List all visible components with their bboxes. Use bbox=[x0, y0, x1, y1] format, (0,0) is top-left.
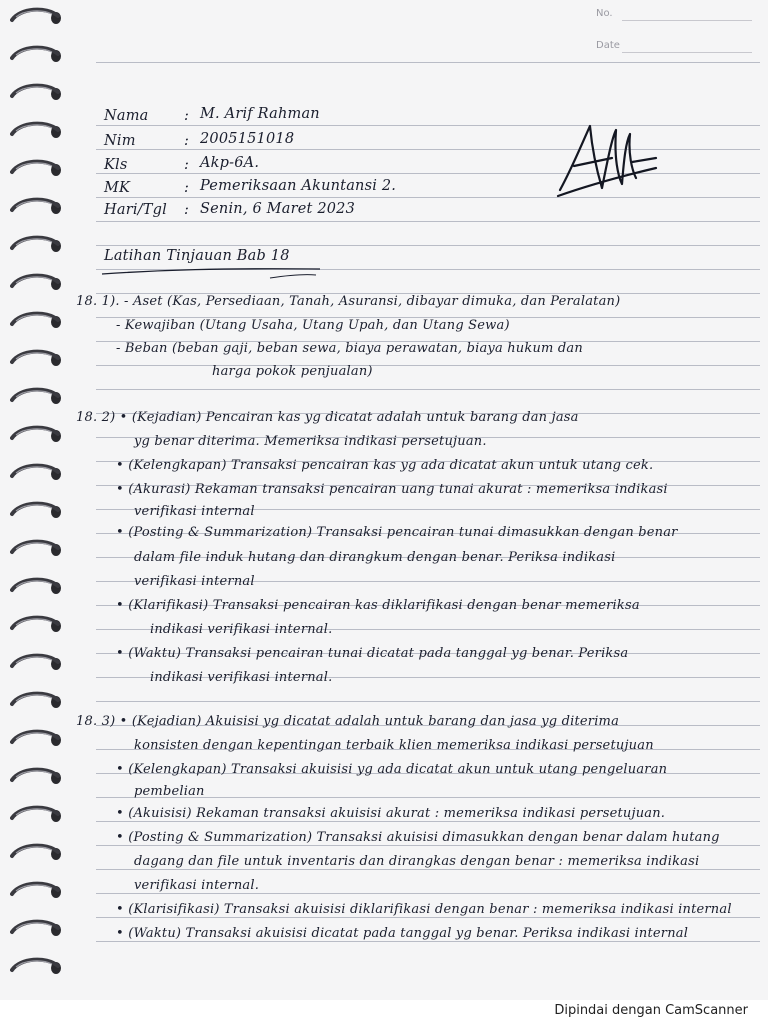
handwritten-line: indikasi verifikasi internal. bbox=[150, 670, 333, 685]
identity-colon: : bbox=[184, 133, 190, 149]
handwritten-line: dalam file induk hutang dan dirangkum dengan benar. Periksa indikasi bbox=[134, 550, 616, 565]
handwritten-line: yg benar diterima. Memeriksa indikasi persetujuan. bbox=[134, 434, 487, 449]
handwritten-line: pembelian bbox=[134, 784, 205, 799]
identity-label: Nim bbox=[104, 133, 136, 149]
handwritten-line: • (Kelengkapan) Transaksi pencairan kas yg ada dicatat akun untuk utang cek. bbox=[116, 458, 654, 473]
date-line bbox=[622, 52, 752, 53]
ruled-line bbox=[96, 221, 760, 222]
signature bbox=[552, 118, 662, 204]
handwritten-line: • (Akuisisi) Rekaman transaksi akuisisi akurat : memeriksa indikasi persetujuan. bbox=[116, 806, 666, 821]
identity-label: Kls bbox=[104, 157, 128, 173]
handwritten-line: • (Klarifikasi) Transaksi pencairan kas diklarifikasi dengan benar memeriksa bbox=[116, 598, 640, 613]
handwritten-line: - Beban (beban gaji, beban sewa, biaya perawatan, biaya hukum dan bbox=[116, 341, 583, 356]
spiral-coil bbox=[10, 82, 66, 104]
handwritten-line: • (Posting & Summarization) Transaksi akuisisi dimasukkan dengan benar dalam hutang bbox=[116, 830, 720, 845]
ruled-line bbox=[96, 893, 760, 894]
handwritten-line: • (Waktu) Transaksi pencairan tunai dicatat pada tanggal yg benar. Periksa bbox=[116, 646, 629, 661]
spiral-coil bbox=[10, 386, 66, 408]
identity-label: Nama bbox=[104, 108, 149, 124]
handwritten-line: • (Klarisifikasi) Transaksi akuisisi diklarifikasi dengan benar : memeriksa indikasi internal bbox=[116, 902, 732, 917]
spiral-coil bbox=[10, 728, 66, 750]
spiral-coil bbox=[10, 842, 66, 864]
ruled-line bbox=[96, 62, 760, 63]
identity-value: 2005151018 bbox=[200, 131, 295, 147]
handwritten-line: • (Posting & Summarization) Transaksi pencairan tunai dimasukkan dengan benar bbox=[116, 525, 678, 540]
identity-colon: : bbox=[184, 180, 190, 196]
identity-colon: : bbox=[184, 202, 190, 218]
handwritten-line: • (Waktu) Transaksi akuisisi dicatat pada tanggal yg benar. Periksa indikasi internal bbox=[116, 926, 689, 941]
handwritten-line: 18. 2) • (Kejadian) Pencairan kas yg dicatat adalah untuk barang dan jasa bbox=[76, 410, 579, 425]
identity-label: MK bbox=[104, 180, 131, 196]
spiral-coil bbox=[10, 158, 66, 180]
handwritten-line: konsisten dengan kepentingan terbaik klien memeriksa indikasi persetujuan bbox=[134, 738, 654, 753]
spiral-coil bbox=[10, 538, 66, 560]
spiral-coil bbox=[10, 196, 66, 218]
handwritten-line: verifikasi internal. bbox=[134, 878, 260, 893]
spiral-coil bbox=[10, 272, 66, 294]
spiral-coil bbox=[10, 614, 66, 636]
ruled-line bbox=[96, 821, 760, 822]
identity-label: Hari/Tgl bbox=[104, 202, 167, 218]
spiral-coil bbox=[10, 6, 66, 28]
spiral-coil bbox=[10, 766, 66, 788]
date-label: Date bbox=[596, 40, 620, 51]
spiral-coil bbox=[10, 690, 66, 712]
handwritten-line: • (Akurasi) Rekaman transaksi pencairan uang tunai akurat : memeriksa indikasi bbox=[116, 482, 668, 497]
handwritten-line: - Kewajiban (Utang Usaha, Utang Upah, dan Utang Sewa) bbox=[116, 318, 510, 333]
spiral-coil bbox=[10, 880, 66, 902]
spiral-coil bbox=[10, 348, 66, 370]
ruled-line bbox=[96, 869, 760, 870]
spiral-coil bbox=[10, 804, 66, 826]
ruled-line bbox=[96, 701, 760, 702]
identity-value: Senin, 6 Maret 2023 bbox=[200, 201, 356, 217]
no-line bbox=[622, 20, 752, 21]
no-label: No. bbox=[596, 8, 613, 19]
identity-colon: : bbox=[184, 157, 190, 173]
spiral-coil bbox=[10, 44, 66, 66]
scanner-footer: Dipindai dengan CamScanner bbox=[554, 1003, 748, 1018]
heading-underline bbox=[100, 266, 324, 280]
handwritten-line: verifikasi internal bbox=[134, 504, 255, 519]
spiral-coil bbox=[10, 956, 66, 978]
spiral-coil bbox=[10, 120, 66, 142]
handwritten-line: indikasi verifikasi internal. bbox=[150, 622, 333, 637]
identity-value: M. Arif Rahman bbox=[200, 106, 320, 122]
ruled-line bbox=[96, 389, 760, 390]
identity-colon: : bbox=[184, 108, 190, 124]
spiral-coil bbox=[10, 234, 66, 256]
spiral-coil bbox=[10, 424, 66, 446]
ruled-line bbox=[96, 941, 760, 942]
handwritten-line: 18. 3) • (Kejadian) Akuisisi yg dicatat adalah untuk barang dan jasa yg diterima bbox=[76, 714, 620, 729]
spiral-coil bbox=[10, 918, 66, 940]
ruled-line bbox=[96, 917, 760, 918]
spiral-coil bbox=[10, 576, 66, 598]
handwritten-line: dagang dan file untuk inventaris dan dirangkas dengan benar : memeriksa indikasi bbox=[134, 854, 700, 869]
spiral-coil bbox=[10, 462, 66, 484]
handwritten-line: harga pokok penjualan) bbox=[212, 364, 373, 379]
identity-value: Akp-6A. bbox=[200, 155, 260, 171]
identity-value: Pemeriksaan Akuntansi 2. bbox=[200, 178, 397, 194]
handwritten-line: 18. 1). - Aset (Kas, Persediaan, Tanah, Asuransi, dibayar dimuka, dan Peralatan) bbox=[76, 294, 621, 309]
ruled-line bbox=[96, 365, 760, 366]
ruled-line bbox=[96, 845, 760, 846]
spiral-coil bbox=[10, 500, 66, 522]
spiral-coil bbox=[10, 310, 66, 332]
section-heading: Latihan Tinjauan Bab 18 bbox=[104, 248, 290, 264]
ruled-line bbox=[96, 245, 760, 246]
handwritten-line: • (Kelengkapan) Transaksi akuisisi yg ada dicatat akun untuk utang pengeluaran bbox=[116, 762, 668, 777]
spiral-coil bbox=[10, 652, 66, 674]
spiral-binding bbox=[10, 0, 70, 1000]
handwritten-line: verifikasi internal bbox=[134, 574, 255, 589]
